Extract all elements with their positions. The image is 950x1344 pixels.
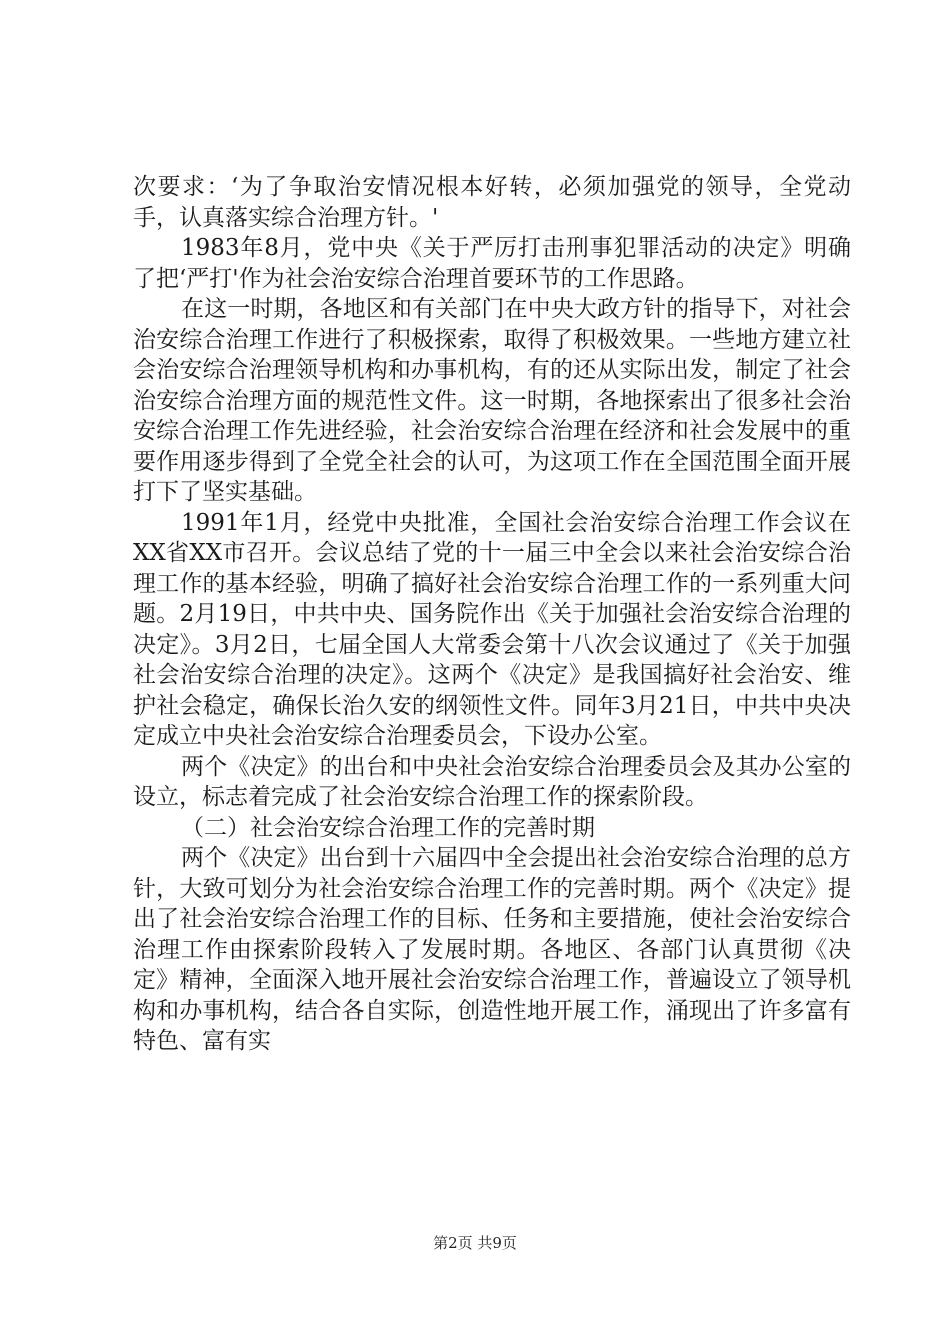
page-number-footer: 第2页 共9页 (433, 1234, 517, 1252)
section-heading-improvement-period: （二）社会治安综合治理工作的完善时期 (181, 814, 595, 841)
paragraph-continuation: 次要求：‘为了争取治安情况根本好转，必须加强党的领导，全党动手，认真落实综合治理方针。' (133, 174, 851, 231)
paragraph-1991-conference: 1991年1月，经党中央批准，全国社会治安综合治理工作会议在XX省XX市召开。会议总结了党的十一届三中全会以来社会治安综合治理工作的基本经验，明确了搞好社会治安综合治理工作的一系列重大问题。2月19日，中共中央、国务院作出《关于加强社会治安综合治理的决定》。3月2日，七届全国人大常委会第十八次会议通过了《关于加强社会治安综合治理的决定》。这两个《决定》是我国搞好社会治安、维护社会稳定，确保长治久安的纲领性文件。同年3月21日，中共中央决定成立中央社会治安综合治理委员会，下设办公室。 (133, 509, 851, 749)
paragraph-1983-strike-hard: 1983年8月，党中央《关于严厉打击刑事犯罪活动的决定》明确了把‘严打'作为社会治安综合治理首要环节的工作思路。 (133, 235, 851, 292)
paragraph-exploration-period: 在这一时期，各地区和有关部门在中央大政方针的指导下，对社会治安综合治理工作进行了积极探索，取得了积极效果。一些地方建立社会治安综合治理领导机构和办事机构，有的还从实际出发，制定了社会治安综合治理方面的规范性文件。这一时期，各地探索出了很多社会治安综合治理工作先进经验，社会治安综合治理在经济和社会发展中的重要作用逐步得到了全党全社会的认可，为这项工作在全国范围全面开展打下了坚实基础。 (133, 296, 851, 505)
paragraph-improvement-period: 两个《决定》出台到十六届四中全会提出社会治安综合治理的总方针，大致可划分为社会治安综合治理工作的完善时期。两个《决定》提出了社会治安综合治理工作的目标、任务和主要措施，使社会治安综合治理工作由探索阶段转入了发展时期。各地区、各部门认真贯彻《决定》精神，全面深入地开展社会治安综合治理工作，普遍设立了领导机构和办事机构，结合各自实际，创造性地开展工作，涌现出了许多富有特色、富有实 (133, 845, 851, 1054)
paragraph-two-decisions: 两个《决定》的出台和中央社会治安综合治理委员会及其办公室的设立，标志着完成了社会治安综合治理工作的探索阶段。 (133, 753, 851, 810)
document-body (133, 172, 851, 1057)
